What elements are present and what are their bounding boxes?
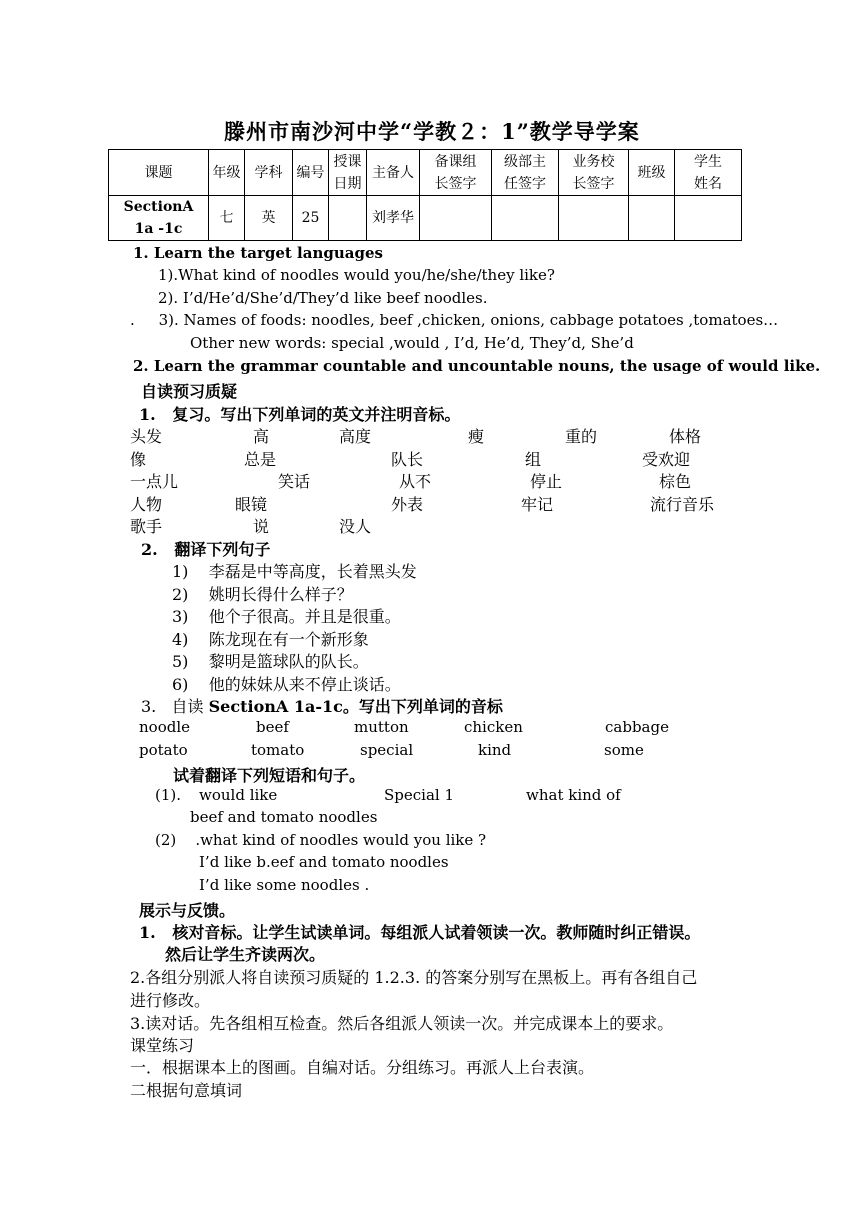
cell-topic: SectionA 1a -1c [109,196,209,241]
task-3-section: SectionA 1a-1c [208,697,343,716]
word-item: 从不 [399,472,432,491]
word-item: 队长 [391,450,424,469]
sentence-item: 1) 李磊是中等高度，长着黑头发 [172,562,417,581]
sentence-item: 5) 黎明是篮球队的队长。 [172,652,369,671]
preview-task-2: 2. 翻译下列句子 [141,540,271,559]
word-item: 受欢迎 [642,450,691,469]
phrase-sentence-2: (2) .what kind of noodles would you like ? [155,831,487,849]
feedback-item-1-cont: 然后让学生齐读两次。 [165,945,326,964]
preview-task-1: 1. 复习。写出下列单词的英文并注明音标。 [139,405,461,424]
word-item: 瘦 [468,427,485,446]
cell-student-name [675,196,742,241]
task-3-suffix: 。写出下列单词的音标 [342,697,503,716]
word-item: 组 [525,450,542,469]
phrase-number-1: (1). [155,786,182,804]
header-cell-grade: 年级 [209,150,245,196]
vocab-word: tomato [251,741,305,759]
header-cell-class: 班级 [629,150,675,196]
cell-preparer: 刘孝华 [367,196,420,241]
practice-item-1: 一．根据课本上的图画。自编对话。分组练习。再派人上台表演。 [130,1058,595,1077]
feedback-item-2-cont: 进行修改。 [130,991,211,1010]
phrase-item: what kind of [526,786,621,804]
header-cell-date: 授课 日期 [329,150,367,196]
vocab-word: special [360,741,414,759]
cell-number: 25 [293,196,329,241]
word-item: 高 [253,427,270,446]
vocab-word: mutton [354,718,409,736]
task-3-prefix: 3. 自读 [141,697,209,716]
practice-item-2: 二根据句意填词 [130,1081,243,1100]
goal-heading-2: 2. Learn the grammar countable and uncountable nouns, the usage of would like. [133,357,821,375]
phrase-item: Special 1 [384,786,455,804]
word-item: 没人 [339,517,372,536]
answer-line: I’d like some noodles . [199,876,370,894]
header-cell-group-sign: 备课组 长签字 [420,150,492,196]
page-title: 滕州市南沙河中学“学教２：1”教学导学案 [224,119,640,144]
header-cell-principal-sign: 业务校 长签字 [559,150,629,196]
phrase-item: beef and tomato noodles [190,808,378,826]
word-item: 棕色 [659,472,692,491]
goal-line-2: 2). I’d/He’d/She’d/They’d like beef noodles. [158,289,488,307]
sentence-item: 2) 姚明长得什么样子？ [172,585,353,604]
header-cell-topic: 课题 [109,150,209,196]
sentence-item: 4) 陈龙现在有一个新形象 [172,630,369,649]
table-data-row [109,196,742,241]
header-cell-preparer: 主备人 [367,150,420,196]
word-item: 高度 [339,427,372,446]
cell-grade: 七 [209,196,245,241]
header-cell-number: 编号 [293,150,329,196]
vocab-word: potato [139,741,188,759]
try-heading: 试着翻译下列短语和句子。 [173,766,366,785]
feedback-item-1: 1. 核对音标。让学生试读单词。每组派人试着领读一次。教师随时纠正错误。 [139,923,701,942]
cell-subject: 英 [245,196,293,241]
word-item: 眼镜 [235,495,268,514]
header-table [108,149,742,241]
goal-line-1: 1).What kind of noodles would you/he/she/they like? [158,266,555,284]
goal-line-4: Other new words: special ,would , I’d, He’d, They’d, She’d [190,334,634,352]
word-item: 停止 [530,472,563,491]
vocab-word: beef [256,718,289,736]
preview-task-3 [141,694,503,717]
goal-line-3: . 3). Names of foods: noodles, beef ,chicken, onions, cabbage potatoes ,tomatoes… [130,311,779,329]
cell-principal-sign [559,196,629,241]
word-item: 牢记 [521,495,554,514]
header-cell-subject: 学科 [245,150,293,196]
preview-heading: 自读预习质疑 [141,382,238,401]
word-item: 头发 [130,427,163,446]
word-item: 一点儿 [130,472,179,491]
word-item: 流行音乐 [650,495,715,514]
word-item: 外表 [391,495,424,514]
word-item: 体格 [669,427,702,446]
vocab-word: kind [478,741,512,759]
practice-heading: 课堂练习 [130,1036,195,1055]
cell-dept-sign [492,196,559,241]
word-item: 笑话 [278,472,311,491]
feedback-item-2: 2.各组分别派人将自读预习质疑的 1.2.3. 的答案分别写在黑板上。再有各组自己 [130,968,698,987]
word-item: 像 [130,450,147,469]
vocab-word: cabbage [605,718,669,736]
word-item: 重的 [565,427,598,446]
word-item: 歌手 [130,517,163,536]
cell-date [329,196,367,241]
sentence-item: 3) 他个子很高。并且是很重。 [172,607,401,626]
feedback-item-3: 3.读对话。先各组相互检查。然后各组派人领读一次。并完成课本上的要求。 [130,1014,674,1033]
sentence-item: 6) 他的妹妹从来不停止谈话。 [172,675,401,694]
header-cell-student-name: 学生 姓名 [675,150,742,196]
vocab-word: noodle [139,718,190,736]
cell-group-sign [420,196,492,241]
feedback-heading: 展示与反馈。 [139,901,236,920]
header-cell-dept-sign: 级部主 任签字 [492,150,559,196]
word-item: 人物 [130,495,163,514]
word-item: 说 [253,517,270,536]
table-header-row [109,150,742,196]
vocab-word: chicken [464,718,523,736]
phrase-item: would like [199,786,278,804]
cell-class [629,196,675,241]
goal-heading-1: 1. Learn the target languages [133,244,383,262]
vocab-word: some [604,741,644,759]
word-item: 总是 [244,450,277,469]
answer-line: I’d like b.eef and tomato noodles [199,853,449,871]
